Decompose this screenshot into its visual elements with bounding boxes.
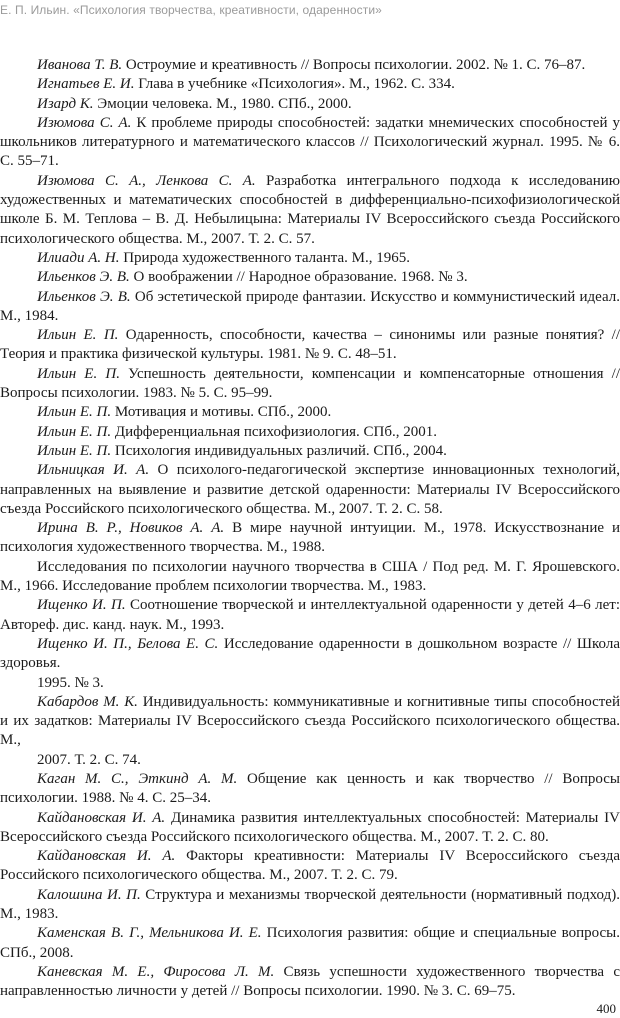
page-number: 400 bbox=[596, 1001, 616, 1016]
reference-text: Соотношение творческой и интеллектуальной одаренности у детей 4–6 лет: Автореф. дис. канд. наук. М., 1993. bbox=[0, 597, 620, 633]
reference-entry bbox=[0, 75, 620, 94]
reference-entry bbox=[0, 924, 620, 963]
reference-entry bbox=[0, 442, 620, 461]
reference-entry bbox=[0, 558, 620, 597]
reference-text: К проблеме природы способностей: задатки мнемических способностей у школьников литературного и математического классов // Психологический журнал. 1995. № 6. С. 55–71. bbox=[0, 114, 620, 170]
reference-text: Исследования по психологии научного творчества в США / Под ред. М. Г. Ярошевского. М., 1966. Исследование проблем психологии творчества. М., 1983. bbox=[0, 558, 620, 595]
reference-author: Ильин Е. П. bbox=[37, 404, 112, 421]
reference-text: О воображении // Народное образование. 1968. № 3. bbox=[129, 269, 468, 286]
reference-author: Изард К. bbox=[37, 95, 94, 112]
reference-entry bbox=[0, 461, 620, 519]
reference-author: Каменская В. Г., Мельникова И. Е. bbox=[37, 925, 262, 942]
reference-entry bbox=[0, 95, 620, 114]
reference-author: Иванова Т. В. bbox=[37, 57, 123, 73]
reference-entry bbox=[0, 249, 620, 268]
reference-entry bbox=[0, 596, 620, 635]
reference-list bbox=[0, 56, 620, 1002]
reference-author: Ильин Е. П. bbox=[37, 327, 119, 344]
reference-author: Изюмова С. А., Ленкова С. А. bbox=[37, 172, 256, 189]
reference-author: Ирина В. Р., Новиков А. А. bbox=[37, 520, 225, 537]
reference-author: Ищенко И. П. bbox=[37, 597, 126, 614]
reference-entry bbox=[0, 423, 620, 442]
reference-text: Разработка интегрального подхода к исследованию художественных и математических способностей в дифференциально-психофизиологической школе Б. М. Теплова – В. Д. Небылицына: Материалы IV Всероссийского съезда Российского психологического общества. М., 2007. Т. 2. С. 57. bbox=[0, 172, 620, 247]
reference-author: Кабардов М. К. bbox=[37, 693, 138, 710]
reference-entry bbox=[0, 288, 620, 327]
reference-text: Общение как ценность и как творчество // Вопросы психологии. 1988. № 4. С. 25–34. bbox=[0, 770, 620, 807]
reference-text: Психология индивидуальных различий. СПб., 2004. bbox=[111, 442, 447, 459]
reference-text: Связь успешности художественного творчества с направленностью личности у детей // Вопросы психологии. 1990. № 3. С. 69–75. bbox=[0, 963, 620, 1000]
reference-text: Глава в учебнике «Психология». М., 1962. С. 334. bbox=[134, 76, 455, 93]
reference-entry bbox=[0, 326, 620, 365]
reference-author: Каневская М. Е., Фиросова Л. М. bbox=[37, 963, 275, 980]
reference-author: Калошина И. П. bbox=[37, 886, 141, 903]
reference-author: Илиади А. Н. bbox=[37, 249, 120, 266]
reference-entry bbox=[0, 268, 620, 287]
reference-text: Динамика развития интеллектуальных способностей: Материалы IV Всероссийского съезда Российского психологического общества. М., 2007. Т. 2. С. 80. bbox=[0, 809, 620, 845]
reference-text: Индивидуальность: коммуникативные и когнитивные типы способностей и их задатков: Материалы IV Всероссийского съезда Российского психологического общества. М., bbox=[0, 693, 620, 749]
reference-author: Изюмова С. А. bbox=[37, 114, 132, 131]
reference-author: Каган М. С., Эткинд А. М. bbox=[37, 770, 238, 787]
reference-author: Ильницкая И. А. bbox=[37, 462, 150, 479]
reference-text: Остроумие и креативность // Вопросы психологии. 2002. № 1. С. 76–87. bbox=[122, 57, 586, 73]
reference-text: Мотивация и мотивы. СПб., 2000. bbox=[111, 404, 332, 421]
running-header bbox=[0, 0, 620, 20]
reference-text: Эмоции человека. М., 1980. СПб., 2000. bbox=[93, 95, 352, 112]
reference-entry bbox=[0, 886, 620, 925]
reference-entry bbox=[0, 809, 620, 848]
reference-text: Психология развития: общие и специальные вопросы. СПб., 2008. bbox=[0, 925, 620, 961]
reference-entry bbox=[0, 693, 620, 751]
reference-author: Ищенко И. П., Белова Е. С. bbox=[37, 635, 219, 652]
reference-entry bbox=[0, 963, 620, 1002]
reference-author: Кайдановская И. А. bbox=[37, 809, 166, 826]
reference-entry bbox=[0, 114, 620, 172]
reference-entry bbox=[0, 674, 620, 693]
reference-entry bbox=[0, 635, 620, 674]
reference-author: Ильин Е. П. bbox=[37, 365, 120, 382]
reference-author: Ильин Е. П. bbox=[37, 423, 112, 440]
reference-entry bbox=[0, 172, 620, 249]
reference-author: Ильин Е. П. bbox=[37, 442, 112, 459]
reference-text: 1995. № 3. bbox=[37, 674, 104, 691]
reference-text: О психолого-педагогической экспертизе инновационных технологий, направленных на выявление и развитие детской одаренности: Материалы IV Всероссийского съезда Российского психологического общества. М., 2007. Т. 2. С. 58. bbox=[0, 462, 620, 517]
running-title: Е. П. Ильин. «Психология творчества, креативности, одаренности» bbox=[0, 3, 382, 17]
reference-text: Факторы креативности: Материалы IV Всероссийского съезда Российского психологического общества. М., 2007. Т. 2. С. 79. bbox=[0, 848, 620, 884]
reference-author: Кайдановская И. А. bbox=[37, 848, 176, 865]
reference-text: В мире научной интуиции. М., 1978. Искусствознание и психология художественного творчества. М., 1988. bbox=[0, 520, 620, 556]
reference-entry bbox=[0, 365, 620, 404]
reference-author: Ильенков Э. В. bbox=[37, 288, 131, 305]
reference-text: Одаренность, способности, качества – синонимы или разные понятия? // Теория и практика физической культуры. 1981. № 9. С. 48–51. bbox=[0, 327, 620, 363]
reference-entry bbox=[0, 770, 620, 809]
reference-text: Исследование одаренности в дошкольном возрасте // Школа здоровья. bbox=[0, 635, 620, 672]
reference-entry bbox=[0, 56, 620, 75]
reference-text: 2007. Т. 2. С. 74. bbox=[37, 751, 141, 768]
reference-author: Игнатьев Е. И. bbox=[37, 76, 135, 93]
reference-text: Дифференциальная психофизиология. СПб., 2001. bbox=[111, 423, 438, 440]
reference-entry bbox=[0, 403, 620, 422]
reference-text: Природа художественного таланта. М., 1965. bbox=[119, 249, 411, 266]
reference-entry bbox=[0, 751, 620, 770]
reference-text: Успешность деятельности, компенсации и компенсаторные отношения // Вопросы психологии. 1983. № 5. С. 95–99. bbox=[0, 365, 620, 402]
reference-text: Структура и механизмы творческой деятельности (нормативный подход). М., 1983. bbox=[0, 886, 620, 923]
reference-entry bbox=[0, 847, 620, 886]
reference-entry bbox=[0, 519, 620, 558]
reference-author: Ильенков Э. В. bbox=[37, 269, 130, 286]
reference-text: Об эстетической природе фантазии. Искусство и коммунистический идеал. М., 1984. bbox=[0, 288, 620, 324]
